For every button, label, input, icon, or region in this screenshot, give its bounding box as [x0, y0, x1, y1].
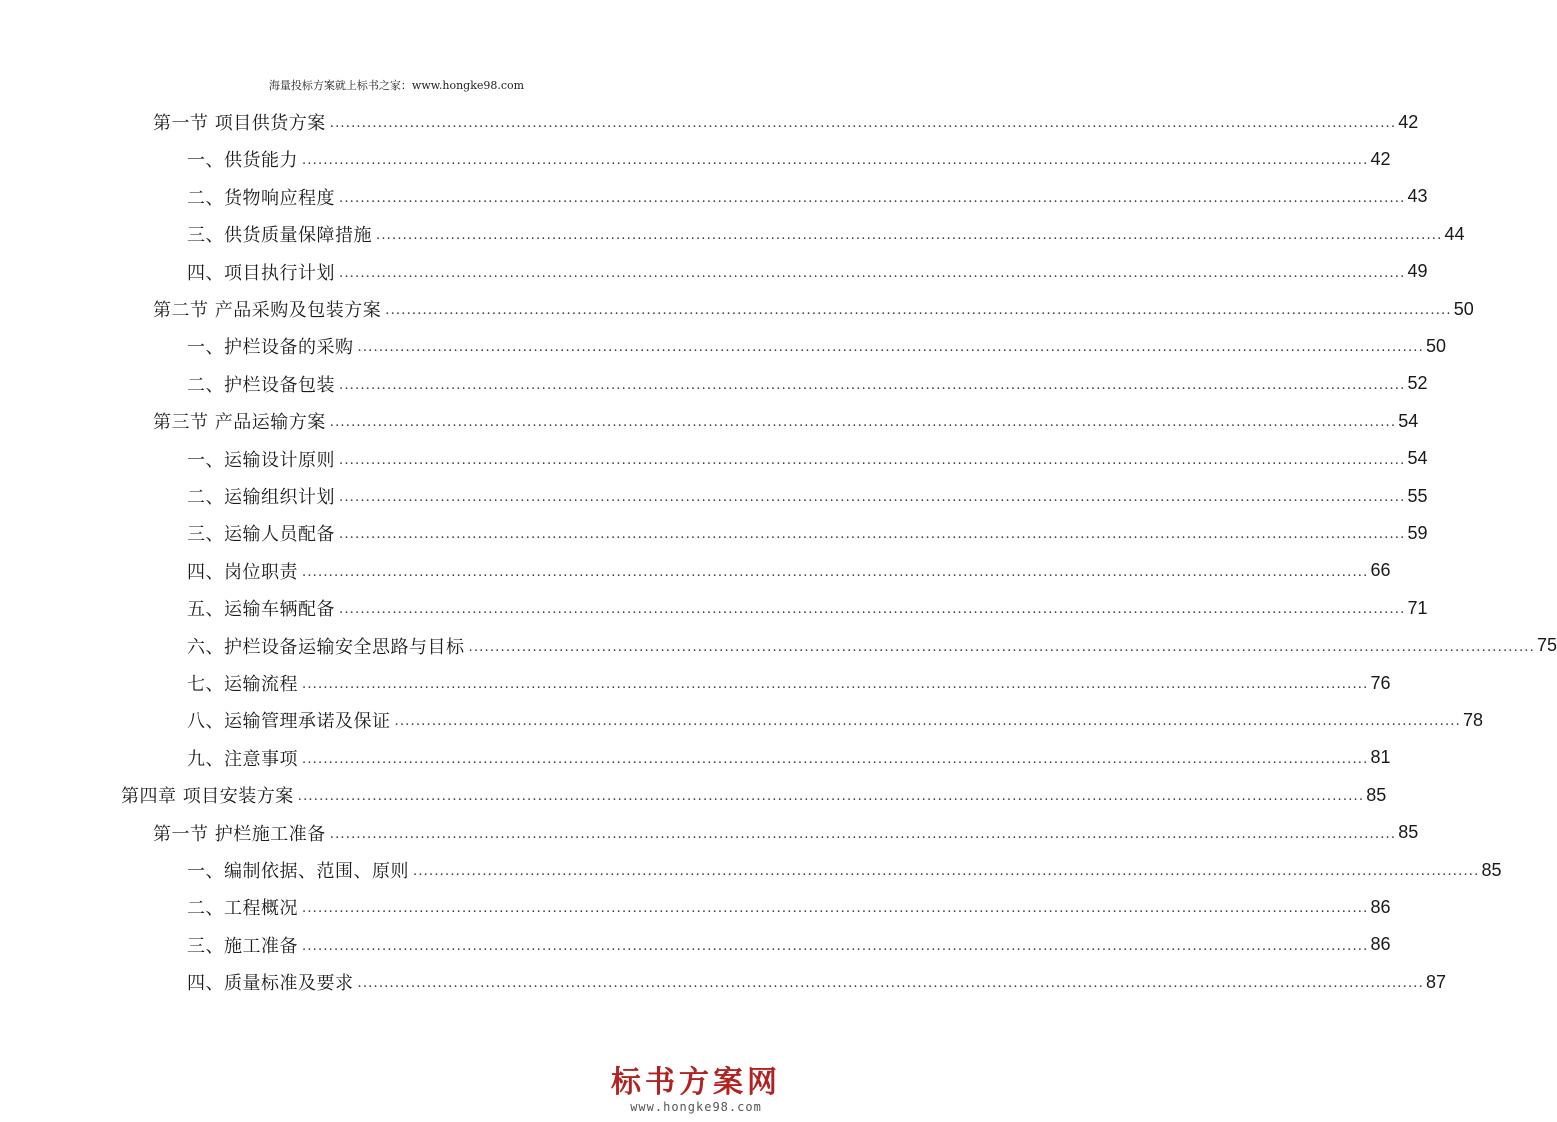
toc-entry-label: 四、岗位职责: [187, 561, 298, 583]
dot-leader: ........................................................................................................................................................................................................: [357, 976, 1424, 992]
dot-leader: ........................................................................................................................................................................................................: [468, 639, 1535, 655]
toc-entry-page: 76: [1370, 672, 1391, 693]
toc-entry[interactable]: [187, 478, 1428, 514]
dot-leader: ........................................................................................................................................................................................................: [302, 564, 1369, 580]
dot-leader: ........................................................................................................................................................................................................: [339, 265, 1406, 281]
watermark-url: www.hongke98.com: [630, 1100, 762, 1114]
toc-entry[interactable]: [187, 254, 1428, 290]
toc-entry-label: 一、护栏设备的采购: [187, 337, 354, 359]
toc-entry-label: 四、质量标准及要求: [187, 973, 354, 995]
toc-entry[interactable]: [187, 628, 1557, 664]
toc-entry-page: 52: [1407, 373, 1428, 394]
toc-entry-label: 第四章 项目安装方案: [121, 786, 294, 808]
toc-entry[interactable]: [187, 515, 1428, 551]
toc-entry[interactable]: [187, 665, 1391, 701]
toc-entry-label: 三、供货质量保障措施: [187, 225, 372, 247]
toc-entry-page: 71: [1407, 597, 1428, 618]
dot-leader: ........................................................................................................................................................................................................: [376, 228, 1443, 244]
toc-entry-page: 42: [1398, 111, 1419, 132]
toc-entry[interactable]: [187, 141, 1391, 177]
toc-entry[interactable]: [187, 740, 1391, 776]
toc-entry[interactable]: [187, 852, 1502, 888]
toc-entry-page: 75: [1536, 635, 1557, 656]
toc-entry-page: 55: [1407, 485, 1428, 506]
toc-entry-label: 二、运输组织计划: [187, 487, 335, 508]
toc-entry-page: 87: [1425, 971, 1446, 992]
dot-leader: ........................................................................................................................................................................................................: [329, 116, 1397, 131]
toc-entry-label: 九、注意事项: [187, 748, 298, 770]
dot-leader: ........................................................................................................................................................................................................: [302, 938, 1369, 954]
dot-leader: ........................................................................................................................................................................................................: [394, 714, 1461, 730]
toc-entry-page: 50: [1453, 298, 1474, 319]
toc-entry-page: 59: [1407, 522, 1428, 543]
toc-entry[interactable]: [187, 366, 1428, 402]
toc-entry-label: 四、项目执行计划: [187, 262, 335, 284]
dot-leader: ........................................................................................................................................................................................................: [357, 340, 1424, 356]
toc-entry-page: 44: [1444, 223, 1465, 244]
dot-leader: ........................................................................................................................................................................................................: [339, 527, 1406, 543]
toc-entry[interactable]: [187, 702, 1483, 738]
toc-entry-label: 六、护栏设备运输安全思路与目标: [187, 636, 465, 658]
toc-entry[interactable]: [153, 815, 1419, 851]
toc-entry-page: 86: [1370, 896, 1391, 917]
watermark-logo: [611, 1066, 781, 1114]
dot-leader: ........................................................................................................................................................................................................: [302, 901, 1369, 917]
toc-entry[interactable]: [153, 403, 1419, 439]
toc-entry-page: 85: [1366, 784, 1387, 805]
dot-leader: ........................................................................................................................................................................................................: [329, 415, 1397, 431]
toc-entry[interactable]: [121, 777, 1387, 813]
dot-leader: ........................................................................................................................................................................................................: [385, 303, 1452, 318]
toc-entry-page: 54: [1407, 448, 1428, 469]
dot-leader: ........................................................................................................................................................................................................: [297, 789, 1365, 805]
toc-entry-page: 85: [1481, 859, 1502, 880]
toc-entry-label: 二、工程概况: [187, 898, 298, 920]
toc-entry-label: 第三节 产品运输方案: [153, 412, 326, 434]
dot-leader: ........................................................................................................................................................................................................: [329, 826, 1397, 842]
toc-entry[interactable]: [187, 553, 1391, 589]
toc-entry-label: 三、运输人员配备: [187, 524, 335, 546]
toc-entry[interactable]: [153, 104, 1419, 140]
page-header: 海量投标方案就上标书之家：www.hongke98.com: [268, 79, 525, 92]
toc-entry-page: 54: [1398, 410, 1419, 431]
dot-leader: ........................................................................................................................................................................................................: [413, 864, 1480, 879]
toc-entry[interactable]: [187, 216, 1465, 252]
dot-leader: ........................................................................................................................................................................................................: [339, 490, 1406, 505]
toc-entry-label: 二、货物响应程度: [187, 187, 335, 209]
toc-entry-label: 八、运输管理承诺及保证: [187, 711, 391, 733]
toc-entry-label: 一、运输设计原则: [187, 449, 335, 471]
toc-entry-page: 43: [1407, 186, 1428, 207]
toc-entry[interactable]: [187, 927, 1391, 963]
dot-leader: ........................................................................................................................................................................................................: [339, 602, 1406, 618]
toc-entry-page: 66: [1370, 560, 1391, 581]
toc-entry[interactable]: [187, 590, 1428, 626]
dot-leader: ........................................................................................................................................................................................................: [339, 377, 1406, 393]
toc-entry-page: 78: [1462, 709, 1483, 730]
toc-entry[interactable]: [153, 291, 1474, 327]
toc-entry[interactable]: [187, 441, 1428, 477]
dot-leader: ........................................................................................................................................................................................................: [302, 153, 1369, 169]
toc-entry[interactable]: [187, 179, 1428, 215]
toc-entry-page: 85: [1398, 822, 1419, 843]
toc-entry-label: 五、运输车辆配备: [187, 599, 335, 621]
dot-leader: ........................................................................................................................................................................................................: [302, 677, 1369, 692]
toc-entry[interactable]: [187, 964, 1446, 1000]
dot-leader: ........................................................................................................................................................................................................: [339, 452, 1406, 468]
toc-entry[interactable]: [187, 889, 1391, 925]
toc-entry[interactable]: [187, 328, 1446, 364]
toc-entry-label: 一、编制依据、范围、原则: [187, 861, 409, 882]
watermark-title: 标书方案网: [611, 1065, 781, 1100]
toc-entry-label: 第二节 产品采购及包装方案: [153, 300, 382, 321]
toc-entry-page: 50: [1425, 335, 1446, 356]
toc-entry-page: 42: [1370, 148, 1391, 169]
toc-entry-label: 一、供货能力: [187, 150, 298, 172]
toc-entry-label: 第一节 项目供货方案: [153, 113, 326, 134]
toc-entry-page: 86: [1370, 934, 1391, 955]
toc-entry-label: 第一节 护栏施工准备: [153, 823, 326, 845]
toc-entry-page: 81: [1370, 747, 1391, 768]
toc-entry-label: 七、运输流程: [187, 674, 298, 695]
toc-entry-label: 二、护栏设备包装: [187, 374, 335, 396]
toc-entry-label: 三、施工准备: [187, 935, 298, 957]
dot-leader: ........................................................................................................................................................................................................: [302, 751, 1369, 767]
dot-leader: ........................................................................................................................................................................................................: [339, 190, 1406, 206]
toc-entry-page: 49: [1407, 261, 1428, 282]
